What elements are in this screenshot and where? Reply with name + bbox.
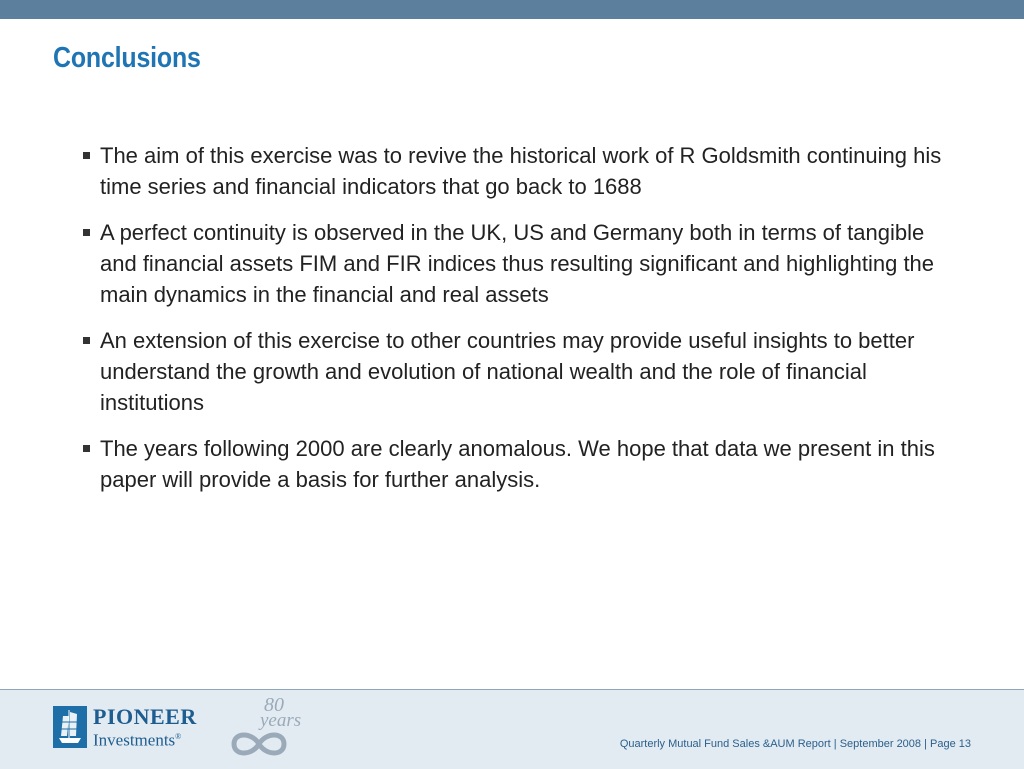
logo-wordmark-investments <box>93 728 197 749</box>
anniversary-number: 80 <box>264 694 284 716</box>
bullet-text: The years following 2000 are clearly anomalous. We hope that data we present in this paper will provide a basis for further analysis. <box>100 436 935 492</box>
square-bullet-icon <box>83 445 90 452</box>
square-bullet-icon <box>83 337 90 344</box>
bullet-text: A perfect continuity is observed in the UK, US and Germany both in terms of tangible and financial assets FIM and FIR indices thus resulting significant and highlighting the main dynamics in the financial and real assets <box>100 220 935 307</box>
slide-title: Conclusions <box>53 42 201 74</box>
logo-wordmark-pioneer: PIONEER <box>93 703 197 729</box>
bullet-item <box>80 325 960 418</box>
square-bullet-icon <box>83 152 90 159</box>
anniversary-mark <box>230 695 310 765</box>
anniversary-word: years <box>260 710 302 731</box>
bullet-item <box>80 433 960 495</box>
registered-mark: ® <box>175 731 182 741</box>
logo-investments-text: Investments <box>93 730 176 750</box>
square-bullet-icon <box>83 229 90 236</box>
bullet-text: An extension of this exercise to other countries may provide useful insights to better understand the growth and evolution of national wealth and the role of financial institutions <box>100 328 915 415</box>
bullet-list <box>80 140 960 510</box>
slide-footer <box>0 689 1024 769</box>
bullet-item <box>80 140 960 202</box>
bullet-item <box>80 217 960 310</box>
infinity-loop-icon <box>230 727 288 761</box>
footer-caption: Quarterly Mutual Fund Sales &AUM Report | September 2008 | Page 13 <box>619 738 971 750</box>
bullet-text: The aim of this exercise was to revive the historical work of R Goldsmith continuing his time series and financial indicators that go back to 1688 <box>100 143 942 199</box>
ship-logo-icon <box>53 706 87 748</box>
top-accent-bar <box>0 0 1024 19</box>
pioneer-logo <box>53 705 197 749</box>
